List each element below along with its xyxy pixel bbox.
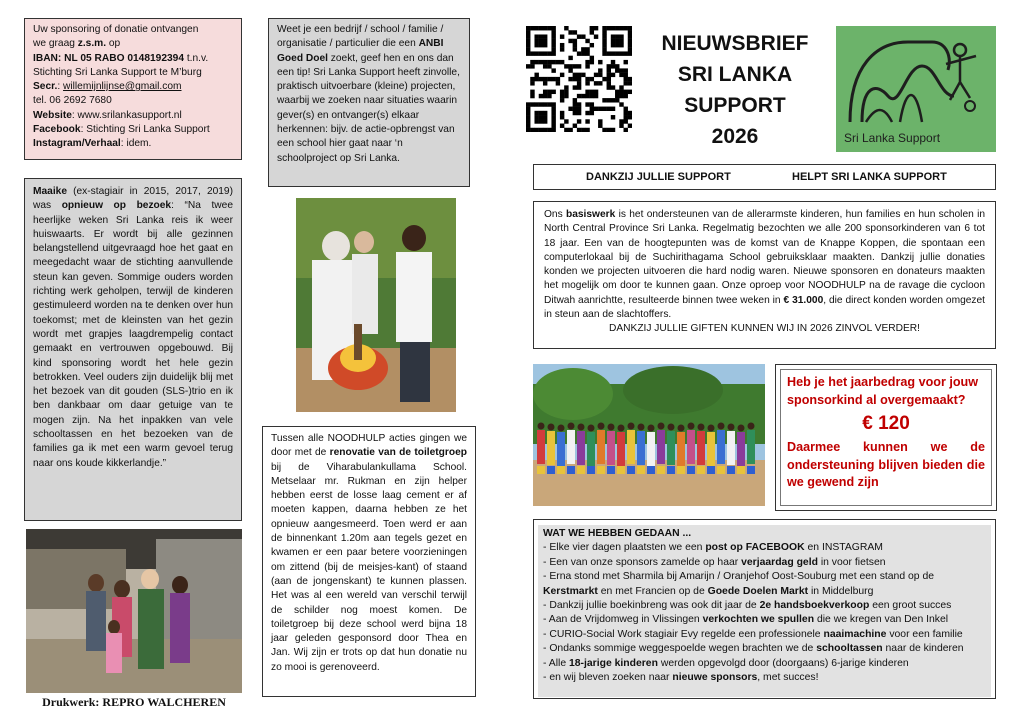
drukwerk-credit: Drukwerk: REPRO WALCHEREN [42, 695, 226, 709]
list-item: - Ondanks sommige weggespoelde wegen brachten we de schooltassen naar de kinderen [543, 643, 964, 655]
list-item: - Elke vier dagen plaatsten we een post op FACEBOOK en INSTAGRAM [543, 542, 883, 554]
sponsor-line: Uw sponsoring of donatie ontvangen [33, 24, 199, 35]
gedaan-box [533, 519, 996, 699]
ceremony-photo [296, 198, 456, 412]
thanks-banner: DANKZIJ JULLIE SUPPORT HELPT SRI LANKA SUPPORT [533, 164, 996, 190]
list-item: Kerstmarkt en met Francien op de Goede Doelen Markt in Middelburg [543, 585, 874, 597]
gedaan-title: WAT WE HEBBEN GEDAAN ... [543, 528, 692, 539]
list-item: - en wij bleven zoeken naar nieuwe sponsors, met succes! [543, 672, 819, 684]
list-item: - Een van onze sponsors zamelde op haar verjaardag geld in voor fietsen [543, 556, 886, 568]
maaike-story: Maaike (ex-stagiair in 2015, 2017, 2019) was opnieuw op bezoek: “Na twee heerlijke weken Sri Lanka reis ik weer huiswaarts. Er wordt bij alle gezinnen belangstellend uitgevraagd hoe het gaat en meegedacht waar de stichting aanvullende steun kan geven. Sommige ouders worden richting werk geholpen, terwijl de kinderen gestimuleerd worden na te denken over hun toekomst; met de kleinsten van het gezin wordt met grapjes laagdrempelig contact gemaakt en vertrouwen opgebouwd. Bij kind sponsoring wordt het hele gezin betrokken. Veel ouders zijn duidelijk blij met het bezoek van dit gouden (SLS-)trio en ik ben dankbaar om daar getuige van te mogen zijn. Na het inpakken van vele schooltassen en het bezoeken van de families ga ik met een warm gevoel terug naar ons koude kikkerlandje.” [24, 178, 242, 521]
sponsor-info-box: Uw sponsoring of donatie ontvangen we graag z.s.m. op IBAN: NL 05 RABO 0148192394 t.n.v. Stichting Sri Lanka Support te M’burg Secr.: willemijnlijnse@gmail.com tel. 06 2692 7680 Website: www.srilankasupport.nl Facebook: Stichting Sri Lanka Support Instagram/Verhaal: idem. [24, 18, 242, 160]
basiswerk-box: Ons basiswerk is het ondersteunen van de allerarmste kinderen, hun families en hun scholen in North Central Province Sri Lanka. Regelmatig bezochten we alle 200 sponsorkinderen van 6 tot 18 jaar. Een van de hoogtepunten was de komst van de Knappe Koppen, die spontaan een computerlokaal bij de Suchirithagama School gebruiksklaar maakten. Dankzij jullie donaties konden we projecten uitvoeren die hard nodig waren. Nieuwe sponsoren en donateurs maakten het mogelijk om door te kunnen gaan. Onze oproep voor NOODHULP na de ravage die cycloon Ditwah aanrichtte, resulteerde binnen twee weken in € 31.000, die direct konden worden omgezet in steun aan de slachtoffers. DANKZIJ JULLIE GIFTEN KUNNEN WIJ IN 2026 ZINVOL VERDER! [533, 201, 996, 349]
website: : www.srilankasupport.nl [71, 109, 182, 121]
basis-closing: DANKZIJ JULLIE GIFTEN KUNNEN WIJ IN 2026 ZINVOL VERDER! [609, 323, 920, 335]
email-link[interactable]: willemijnlijnse@gmail.com [63, 81, 182, 93]
jaarbedrag-box: Heb je het jaarbedrag voor jouw sponsorkind al overgemaakt? € 120 Daarmee kunnen we de ondersteuning blijven bieden die we gewend zijn [775, 364, 997, 511]
noodhulp-box: Tussen alle NOODHULP acties gingen we door met de renovatie van de toiletgroep bij de Viharabulankullama School. Metselaar mr. Rukman en zijn helper hebben eerst de losse laag cement er af moeten kappen, daarna hebben ze het opnieuw aangesmeerd. Toen werd er aan de binnenkant 1.20m aan tegels gezet en kwamen er een paar betere voorzieningen om zittend (bij de meisjes-kant) of staand (aan de jongenskant) te kunnen plassen. Het was al een wereld van verschil terwijl de schilder nog moest komen. De toiletgroep bij deze school werd bijna 18 jaar geleden gesponsord door Thea en Jan. Wij zijn er trots op dat hun donatie nu zo mooi is gerenoveerd. [262, 426, 476, 697]
group-photo [533, 364, 765, 506]
sri-lanka-support-logo [836, 26, 996, 152]
jaarbedrag-amount: € 120 [862, 413, 910, 434]
list-item: - Aan de Vrijdomweg in Vlissingen verkochten we spullen die we kregen van Den Inkel [543, 614, 949, 626]
logo-text: Sri Lanka Support [844, 131, 941, 145]
iban: IBAN: NL 05 RABO 0148192394 [33, 52, 184, 64]
newsletter-title: NIEUWSBRIEF SRI LANKA SUPPORT 2026 [661, 32, 809, 148]
qr-code [526, 26, 632, 132]
list-item: - CURIO-Social Work stagiair Evy regelde een professionele naaimachine voor een familie [543, 628, 963, 640]
list-item: - Alle 18-jarige kinderen werden opgevolgd door (doorgaans) 6-jarige kinderen [543, 657, 909, 669]
family-photo [26, 529, 242, 693]
phone: tel. 06 2692 7680 [33, 95, 112, 107]
anbi-box: Weet je een bedrijf / school / familie / organisatie / particulier die een ANBI Goed Doel zoekt, geef hen en ons dan een tip! Sri Lanka Support heeft zinvolle, praktisch uitvoerbare (kleine) projecten, waarbij we zoeken naar situaties waarin gever(s) en ontvanger(s) elkaar herkennen: bijv. de actie-opbrengst van een school hier gaat naar ‘n schoolproject op Sri Lanka. [268, 18, 470, 187]
list-item: - Erna stond met Sharmila bij Amarijn / Oranjehof Oost-Souburg met een stand op de [543, 571, 935, 583]
list-item: - Dankzij jullie boekinbreng was ook dit jaar de 2e handsboekverkoop een groot succes [543, 600, 952, 612]
gedaan-list [543, 541, 986, 685]
